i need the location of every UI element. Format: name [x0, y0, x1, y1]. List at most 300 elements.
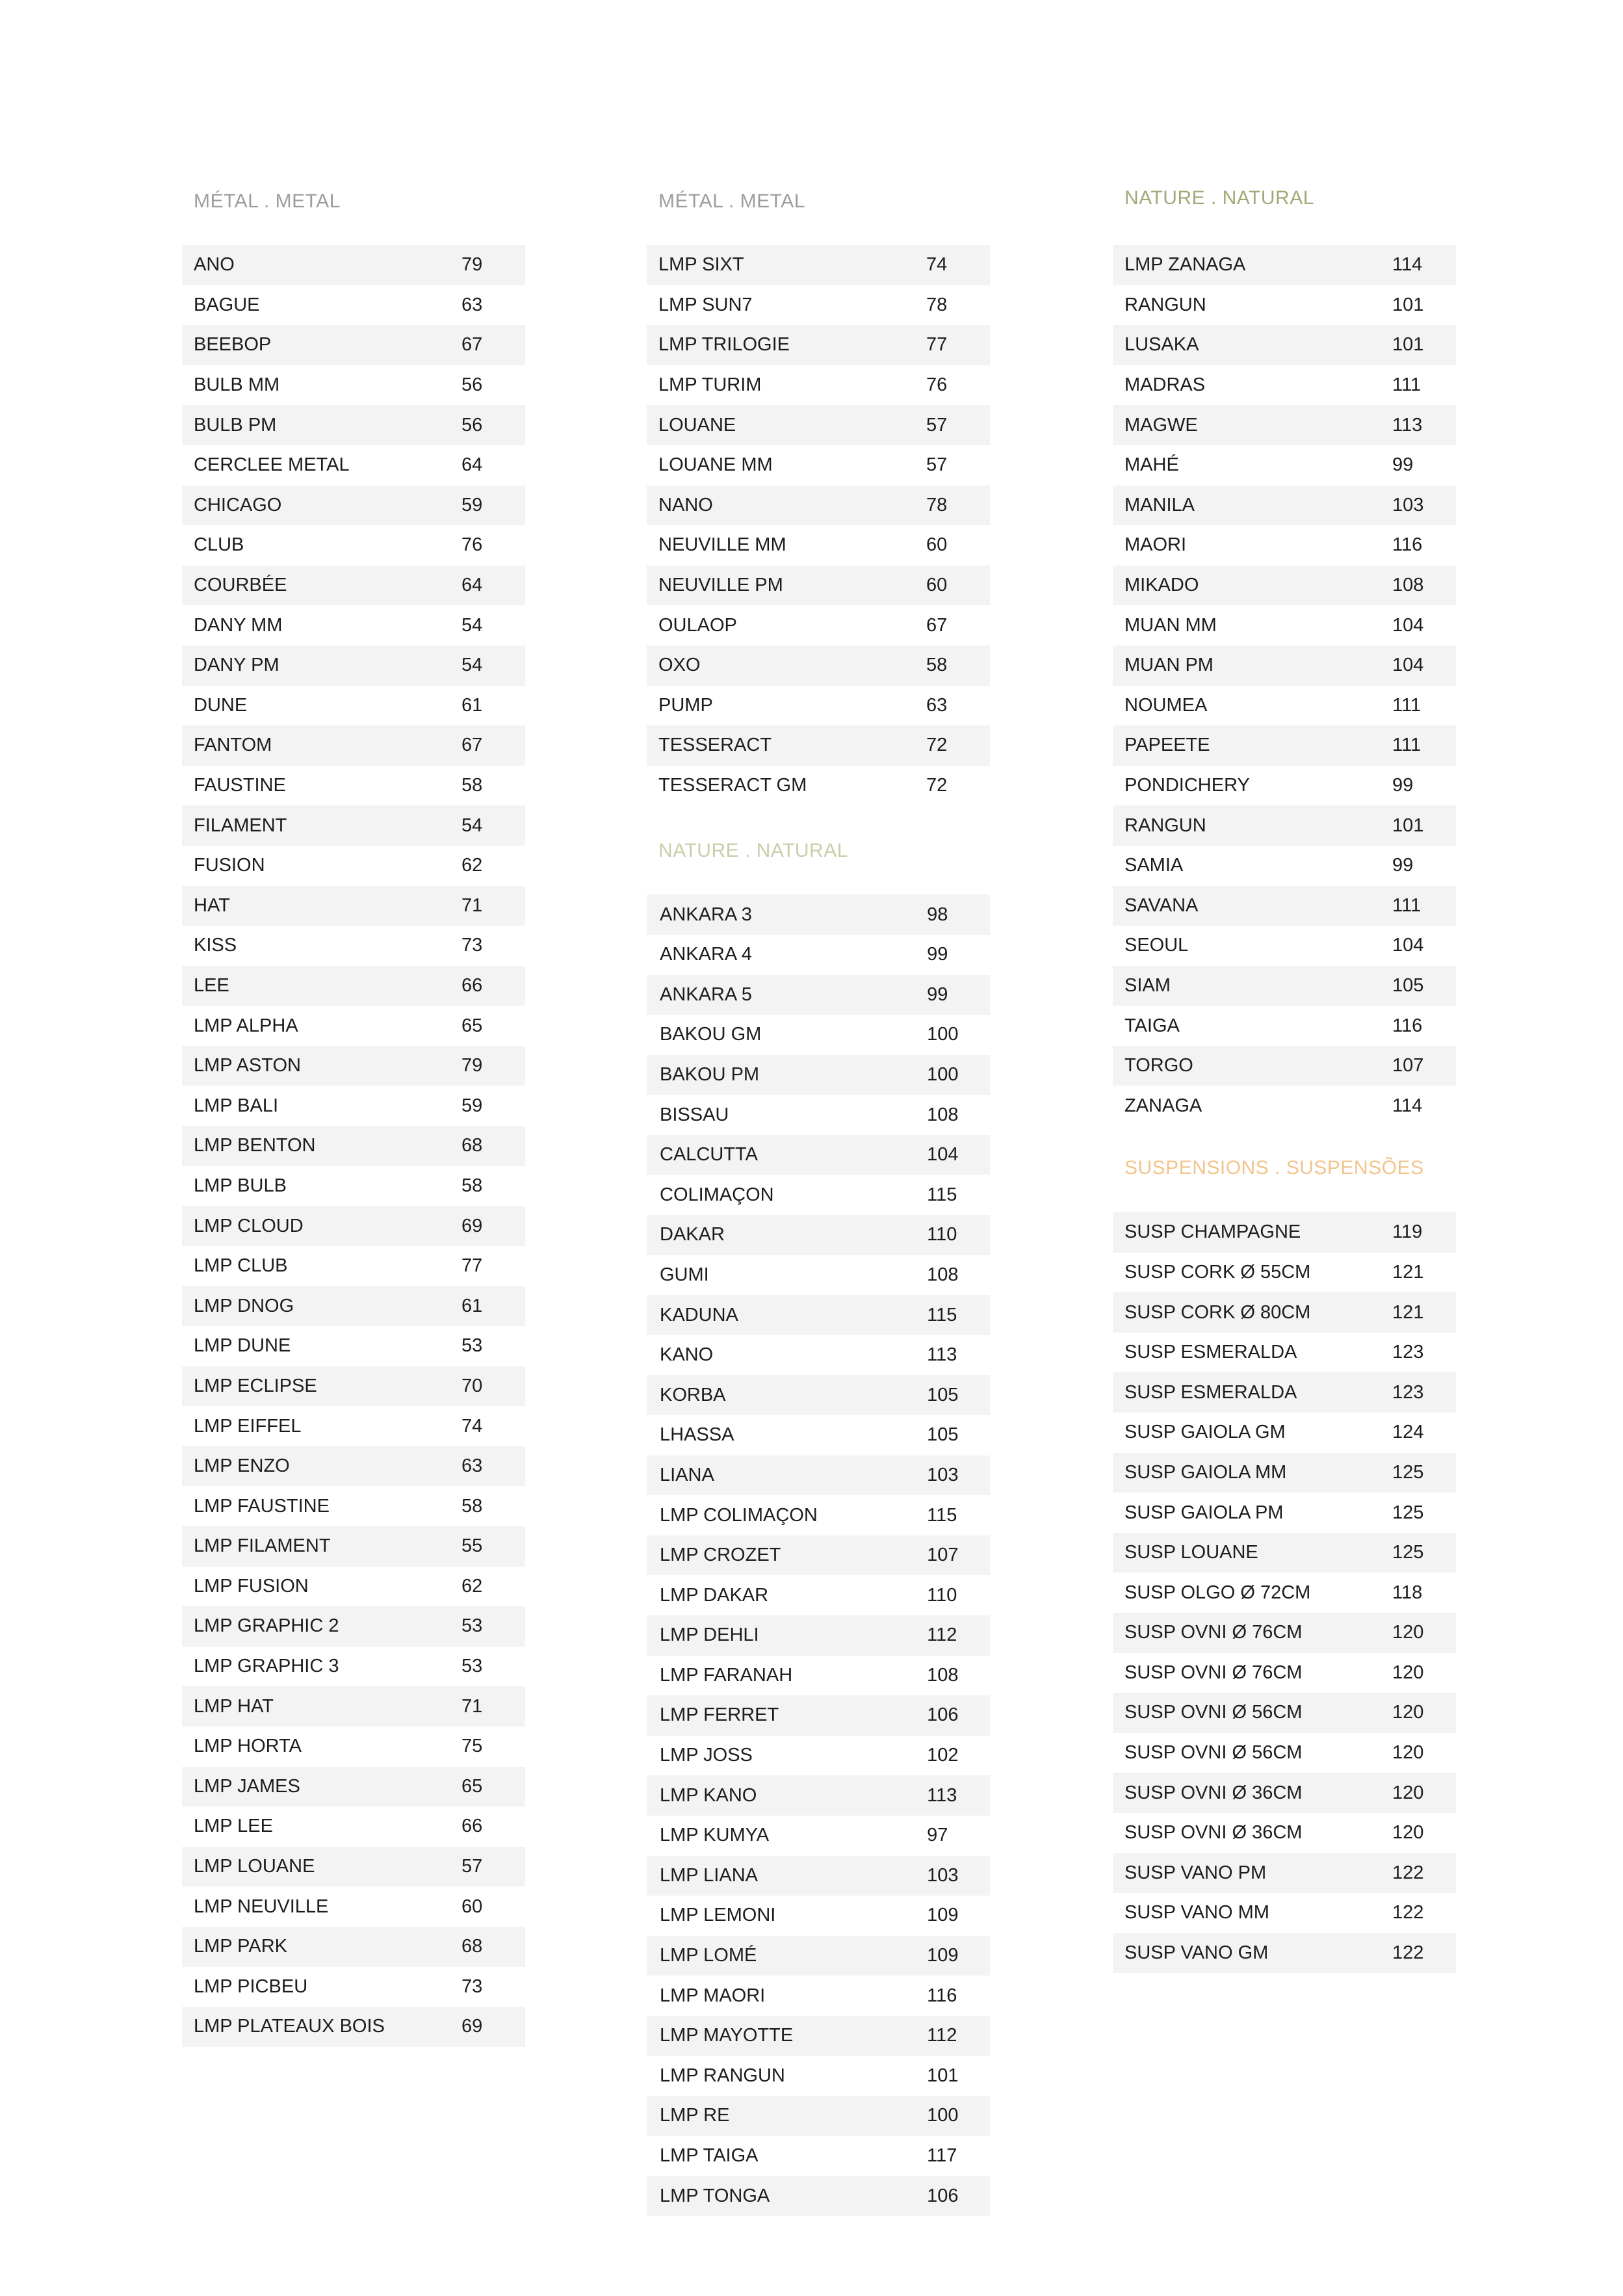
index-row — [647, 2096, 990, 2136]
page-number: 60 — [926, 534, 948, 556]
product-name: LMP SIXT — [658, 254, 744, 276]
product-name: LMP FUSION — [194, 1575, 309, 1597]
index-row — [1113, 846, 1456, 886]
index-row — [182, 1126, 525, 1166]
index-row — [1113, 1893, 1456, 1933]
index-row — [182, 1886, 525, 1927]
index-row — [182, 966, 525, 1006]
index-row — [182, 445, 525, 486]
index-row — [647, 1615, 990, 1656]
page-number: 105 — [1392, 974, 1424, 996]
page-number: 66 — [461, 1816, 483, 1837]
index-column-1 — [182, 189, 525, 2047]
product-name: KANO — [660, 1344, 714, 1366]
index-row — [647, 2056, 990, 2096]
product-name: CERCLEE METAL — [194, 454, 350, 476]
page-number: 117 — [927, 2145, 957, 2167]
product-name: LOUANE — [658, 414, 736, 436]
product-name: LMP PICBEU — [194, 1976, 308, 1997]
page-number: 77 — [461, 1255, 483, 1277]
index-row — [647, 725, 990, 766]
product-name: SUSP OLGO Ø 72CM — [1124, 1582, 1311, 1603]
product-name: LMP LEMONI — [660, 1905, 776, 1926]
index-row — [647, 975, 990, 1015]
index-row — [182, 646, 525, 686]
index-row — [182, 805, 525, 846]
index-row — [647, 1575, 990, 1615]
page-number: 76 — [926, 374, 948, 396]
page-number: 67 — [461, 334, 483, 356]
index-row — [182, 766, 525, 806]
page-number: 125 — [1392, 1542, 1424, 1563]
product-name: SUSP OVNI Ø 36CM — [1124, 1782, 1303, 1803]
product-name: LMP HORTA — [194, 1736, 302, 1757]
index-row — [1113, 486, 1456, 526]
page-number: 114 — [1392, 254, 1423, 276]
page-number: 113 — [927, 1344, 957, 1366]
product-name: NEUVILLE PM — [658, 575, 783, 596]
product-name: LMP PLATEAUX BOIS — [194, 2016, 385, 2037]
page-number: 62 — [461, 1575, 483, 1597]
product-name: LMP ALPHA — [194, 1015, 298, 1036]
product-name: SUSP VANO GM — [1124, 1942, 1269, 1964]
nature-list-continued — [1113, 245, 1456, 1126]
page-number: 116 — [927, 1985, 957, 2006]
index-row — [1113, 566, 1456, 606]
index-row — [1113, 646, 1456, 686]
section-title-nature-continued: NATURE . NATURAL — [1124, 187, 1314, 209]
page-number: 73 — [461, 1976, 483, 1997]
product-name: DANY MM — [194, 614, 283, 636]
page-number: 97 — [927, 1825, 948, 1846]
page-number: 74 — [926, 254, 948, 276]
index-row — [182, 605, 525, 646]
page-number: 72 — [926, 775, 948, 796]
page-number: 57 — [926, 414, 948, 436]
index-row — [647, 1015, 990, 1055]
page-number: 111 — [1392, 374, 1422, 396]
index-row — [182, 725, 525, 766]
page-number: 109 — [927, 1945, 959, 1966]
product-name: LMP DUNE — [194, 1335, 291, 1357]
page-number: 123 — [1392, 1381, 1424, 1403]
index-row — [1113, 605, 1456, 646]
index-row — [647, 1255, 990, 1296]
product-name: BAGUE — [194, 294, 260, 315]
index-row — [1113, 805, 1456, 846]
page-number: 109 — [927, 1905, 959, 1926]
index-row — [182, 1686, 525, 1727]
product-name: LMP TURIM — [658, 374, 762, 396]
page-number: 115 — [927, 1184, 957, 1205]
page-number: 71 — [461, 1695, 483, 1717]
page-number: 125 — [1392, 1461, 1424, 1483]
product-name: SUSP OVNI Ø 36CM — [1124, 1822, 1303, 1844]
page-number: 101 — [927, 2065, 959, 2086]
index-row — [182, 1366, 525, 1407]
product-name: LMP CROZET — [660, 1545, 781, 1566]
index-row — [182, 365, 525, 406]
page-number: 103 — [1392, 494, 1424, 515]
product-name: GUMI — [660, 1264, 709, 1285]
index-row — [182, 1086, 525, 1126]
page-number: 111 — [1392, 735, 1422, 756]
page-number: 69 — [461, 2016, 483, 2037]
page-number: 100 — [927, 1063, 959, 1085]
product-name: NEUVILLE MM — [658, 534, 786, 556]
product-name: LMP BENTON — [194, 1135, 316, 1156]
page-number: 110 — [927, 1584, 957, 1606]
index-row — [647, 566, 990, 606]
product-name: MAGWE — [1124, 414, 1198, 436]
page-number: 100 — [927, 2105, 959, 2126]
page-number: 108 — [1392, 575, 1424, 596]
page-number: 70 — [461, 1375, 483, 1396]
product-name: BAKOU PM — [660, 1063, 760, 1085]
product-name: LMP JAMES — [194, 1775, 300, 1797]
product-name: PONDICHERY — [1124, 775, 1250, 796]
page-number: 98 — [927, 904, 948, 925]
index-row — [647, 405, 990, 445]
product-name: LMP ASTON — [194, 1055, 301, 1076]
product-name: MIKADO — [1124, 575, 1199, 596]
index-row — [1113, 245, 1456, 285]
product-name: CHICAGO — [194, 494, 282, 515]
page-number: 107 — [1392, 1055, 1424, 1076]
product-name: LMP GRAPHIC 3 — [194, 1656, 339, 1677]
page-number: 67 — [461, 735, 483, 756]
product-name: LMP BULB — [194, 1175, 287, 1196]
product-name: TAIGA — [1124, 1015, 1180, 1036]
page-number: 58 — [926, 655, 948, 676]
index-row — [647, 2136, 990, 2176]
page-number: 57 — [461, 1856, 483, 1877]
nature-list — [647, 894, 990, 2216]
index-row — [647, 1936, 990, 1976]
page-number: 113 — [927, 1784, 957, 1806]
page-number: 53 — [461, 1656, 483, 1677]
page-number: 116 — [1392, 1015, 1423, 1036]
index-row — [1113, 1292, 1456, 1333]
index-row — [1113, 725, 1456, 766]
index-row — [182, 846, 525, 886]
page-number: 100 — [927, 1024, 959, 1045]
page-number: 116 — [1392, 534, 1423, 556]
product-name: LMP CLOUD — [194, 1215, 304, 1236]
page-number: 78 — [926, 294, 948, 315]
index-row — [182, 1927, 525, 1967]
page-number: 103 — [927, 1464, 959, 1485]
product-name: RANGUN — [1124, 815, 1206, 836]
index-row — [647, 1816, 990, 1856]
index-row — [647, 1175, 990, 1215]
index-row — [1113, 1413, 1456, 1453]
index-row — [182, 486, 525, 526]
section-title-nature: NATURE . NATURAL — [658, 840, 848, 862]
index-row — [182, 1807, 525, 1847]
page-number: 65 — [461, 1775, 483, 1797]
index-row — [647, 1415, 990, 1455]
index-row — [1113, 445, 1456, 486]
index-row — [1113, 1933, 1456, 1974]
index-row — [647, 894, 990, 935]
page-number: 59 — [461, 1095, 483, 1116]
product-name: BULB PM — [194, 414, 277, 436]
index-row — [1113, 365, 1456, 406]
index-row — [647, 1896, 990, 1936]
product-name: ANKARA 5 — [660, 984, 752, 1005]
page-number: 99 — [927, 984, 948, 1005]
product-name: SIAM — [1124, 974, 1171, 996]
product-name: LMP TRILOGIE — [658, 334, 790, 356]
index-row — [182, 1967, 525, 2007]
index-row — [647, 1295, 990, 1335]
product-name: LMP KANO — [660, 1784, 757, 1806]
page-number: 104 — [1392, 614, 1424, 636]
page-number: 99 — [1392, 775, 1414, 796]
page-number: 112 — [927, 2025, 957, 2046]
index-row — [1113, 1453, 1456, 1493]
product-name: SUSP OVNI Ø 76CM — [1124, 1662, 1303, 1683]
product-name: SUSP VANO MM — [1124, 1902, 1269, 1924]
page-number: 60 — [461, 1896, 483, 1917]
index-row — [182, 1326, 525, 1366]
product-name: BEEBOP — [194, 334, 272, 356]
product-name: ZANAGA — [1124, 1095, 1202, 1116]
product-name: DANY PM — [194, 655, 279, 676]
index-row — [1113, 1653, 1456, 1693]
page-number: 72 — [926, 735, 948, 756]
product-name: DAKAR — [660, 1224, 725, 1246]
index-row — [1113, 405, 1456, 445]
page-number: 69 — [461, 1215, 483, 1236]
page-number: 108 — [927, 1264, 959, 1285]
index-row — [1113, 285, 1456, 326]
page-number: 104 — [927, 1144, 959, 1166]
product-name: PUMP — [658, 694, 713, 716]
page-number: 120 — [1392, 1822, 1424, 1844]
product-name: LEE — [194, 974, 229, 996]
product-name: LMP KUMYA — [660, 1825, 770, 1846]
product-name: LMP LIANA — [660, 1864, 758, 1886]
index-row — [1113, 1333, 1456, 1373]
index-row — [182, 1406, 525, 1446]
index-row — [647, 1535, 990, 1576]
index-row — [647, 1976, 990, 2016]
page-number: 64 — [461, 454, 483, 476]
page-number: 74 — [461, 1415, 483, 1437]
product-name: LUSAKA — [1124, 334, 1199, 356]
index-row — [647, 1495, 990, 1535]
index-row — [182, 405, 525, 445]
product-name: SUSP GAIOLA GM — [1124, 1422, 1286, 1443]
page-number: 115 — [927, 1304, 957, 1325]
product-name: LOUANE MM — [658, 454, 773, 476]
page-number: 121 — [1392, 1261, 1424, 1283]
page-number: 53 — [461, 1335, 483, 1357]
page-number: 102 — [927, 1745, 959, 1766]
page-number: 54 — [461, 614, 483, 636]
page-number: 103 — [927, 1864, 959, 1886]
index-row — [182, 2007, 525, 2047]
index-row — [182, 886, 525, 926]
product-name: FAUSTINE — [194, 775, 286, 796]
page-number: 118 — [1392, 1582, 1423, 1603]
index-row — [182, 686, 525, 726]
page-number: 108 — [927, 1664, 959, 1686]
product-name: MAORI — [1124, 534, 1187, 556]
product-name: SAMIA — [1124, 855, 1184, 876]
product-name: LMP NEUVILLE — [194, 1896, 329, 1917]
page-number: 59 — [461, 494, 483, 515]
index-row — [647, 686, 990, 726]
index-row — [1113, 766, 1456, 806]
product-name: SUSP CHAMPAGNE — [1124, 1221, 1301, 1243]
product-name: BAKOU GM — [660, 1024, 762, 1045]
product-name: KORBA — [660, 1384, 726, 1405]
index-row — [647, 1775, 990, 1816]
index-row — [647, 1215, 990, 1255]
page-number: 54 — [461, 655, 483, 676]
index-row — [182, 1286, 525, 1326]
page-number: 79 — [461, 1055, 483, 1076]
product-name: LMP ENZO — [194, 1455, 290, 1477]
product-name: LMP DAKAR — [660, 1584, 769, 1606]
page-number: 68 — [461, 1135, 483, 1156]
product-name: TESSERACT — [658, 735, 772, 756]
page-number: 119 — [1392, 1221, 1423, 1243]
page-number: 78 — [926, 494, 948, 515]
product-name: MADRAS — [1124, 374, 1206, 396]
index-row — [647, 935, 990, 975]
page-number: 76 — [461, 534, 483, 556]
index-row — [647, 1095, 990, 1135]
product-name: SUSP OVNI Ø 56CM — [1124, 1742, 1303, 1764]
page-number: 99 — [1392, 454, 1414, 476]
index-row — [182, 1006, 525, 1046]
page-number: 60 — [926, 575, 948, 596]
index-row — [182, 1206, 525, 1246]
product-name: LMP FILAMENT — [194, 1535, 331, 1557]
product-name: MAHÉ — [1124, 454, 1179, 476]
index-row — [647, 1856, 990, 1896]
index-row — [647, 245, 990, 285]
index-row — [1113, 1493, 1456, 1533]
product-name: OXO — [658, 655, 701, 676]
page-number: 115 — [927, 1504, 957, 1526]
index-row — [182, 1046, 525, 1086]
page-number: 99 — [1392, 855, 1414, 876]
index-row — [1113, 325, 1456, 365]
index-row — [647, 1375, 990, 1415]
product-name: SUSP VANO PM — [1124, 1862, 1267, 1883]
page-number: 122 — [1392, 1942, 1424, 1964]
page-number: 99 — [927, 944, 948, 965]
product-name: FUSION — [194, 855, 265, 876]
product-name: LMP FERRET — [660, 1704, 779, 1726]
section-title-metal-continued: MÉTAL . METAL — [658, 190, 805, 212]
product-name: KADUNA — [660, 1304, 738, 1325]
index-row — [182, 1246, 525, 1286]
product-name: OULAOP — [658, 614, 737, 636]
index-row — [647, 525, 990, 566]
page-number: 104 — [1392, 935, 1424, 956]
index-row — [182, 1446, 525, 1487]
page-number: 125 — [1392, 1502, 1424, 1523]
index-column-2 — [647, 189, 990, 2216]
page-number: 120 — [1392, 1702, 1424, 1723]
metal-list — [182, 245, 525, 2047]
page-number: 106 — [927, 2185, 959, 2206]
product-name: LMP MAYOTTE — [660, 2025, 794, 2046]
product-name: ANKARA 3 — [660, 904, 752, 925]
index-row — [647, 486, 990, 526]
product-name: MANILA — [1124, 494, 1195, 515]
index-row — [647, 646, 990, 686]
page-number: 73 — [461, 935, 483, 956]
page-number: 77 — [926, 334, 948, 356]
index-row — [182, 926, 525, 966]
page-number: 107 — [927, 1545, 959, 1566]
index-row — [182, 525, 525, 566]
product-name: NOUMEA — [1124, 694, 1208, 716]
index-column-3 — [1113, 185, 1456, 1973]
product-name: LMP CLUB — [194, 1255, 288, 1277]
index-row — [1113, 1693, 1456, 1733]
page-number: 112 — [927, 1624, 957, 1646]
product-name: ANKARA 4 — [660, 944, 752, 965]
page-number: 122 — [1392, 1902, 1424, 1924]
product-name: LMP LOUANE — [194, 1856, 315, 1877]
index-row — [647, 1455, 990, 1496]
index-row — [182, 1727, 525, 1767]
index-row — [182, 1567, 525, 1607]
page-number: 121 — [1392, 1301, 1424, 1323]
page-number: 101 — [1392, 294, 1424, 315]
page-number: 120 — [1392, 1742, 1424, 1764]
index-row — [647, 1656, 990, 1696]
product-name: FILAMENT — [194, 815, 287, 836]
page-number: 68 — [461, 1936, 483, 1957]
product-name: PAPEETE — [1124, 735, 1210, 756]
index-row — [647, 1135, 990, 1175]
page-number: 113 — [1392, 414, 1423, 436]
product-name: LHASSA — [660, 1424, 734, 1446]
index-row — [182, 1647, 525, 1687]
page-number: 56 — [461, 414, 483, 436]
page-number: 71 — [461, 894, 483, 916]
product-name: DUNE — [194, 694, 248, 716]
page-number: 106 — [927, 1704, 959, 1726]
page-number: 57 — [926, 454, 948, 476]
index-row — [1113, 1046, 1456, 1086]
index-row — [647, 605, 990, 646]
product-name: LIANA — [660, 1464, 714, 1485]
index-row — [647, 766, 990, 806]
page-number: 101 — [1392, 334, 1424, 356]
product-name: SUSP LOUANE — [1124, 1542, 1258, 1563]
product-name: MUAN PM — [1124, 655, 1214, 676]
index-row — [1113, 926, 1456, 966]
product-name: ANO — [194, 254, 235, 276]
index-row — [1113, 1733, 1456, 1773]
index-row — [647, 445, 990, 486]
index-row — [1113, 1212, 1456, 1253]
index-row — [182, 566, 525, 606]
product-name: SUSP CORK Ø 55CM — [1124, 1261, 1311, 1283]
section-title-metal: MÉTAL . METAL — [194, 190, 341, 212]
index-row — [647, 1736, 990, 1776]
